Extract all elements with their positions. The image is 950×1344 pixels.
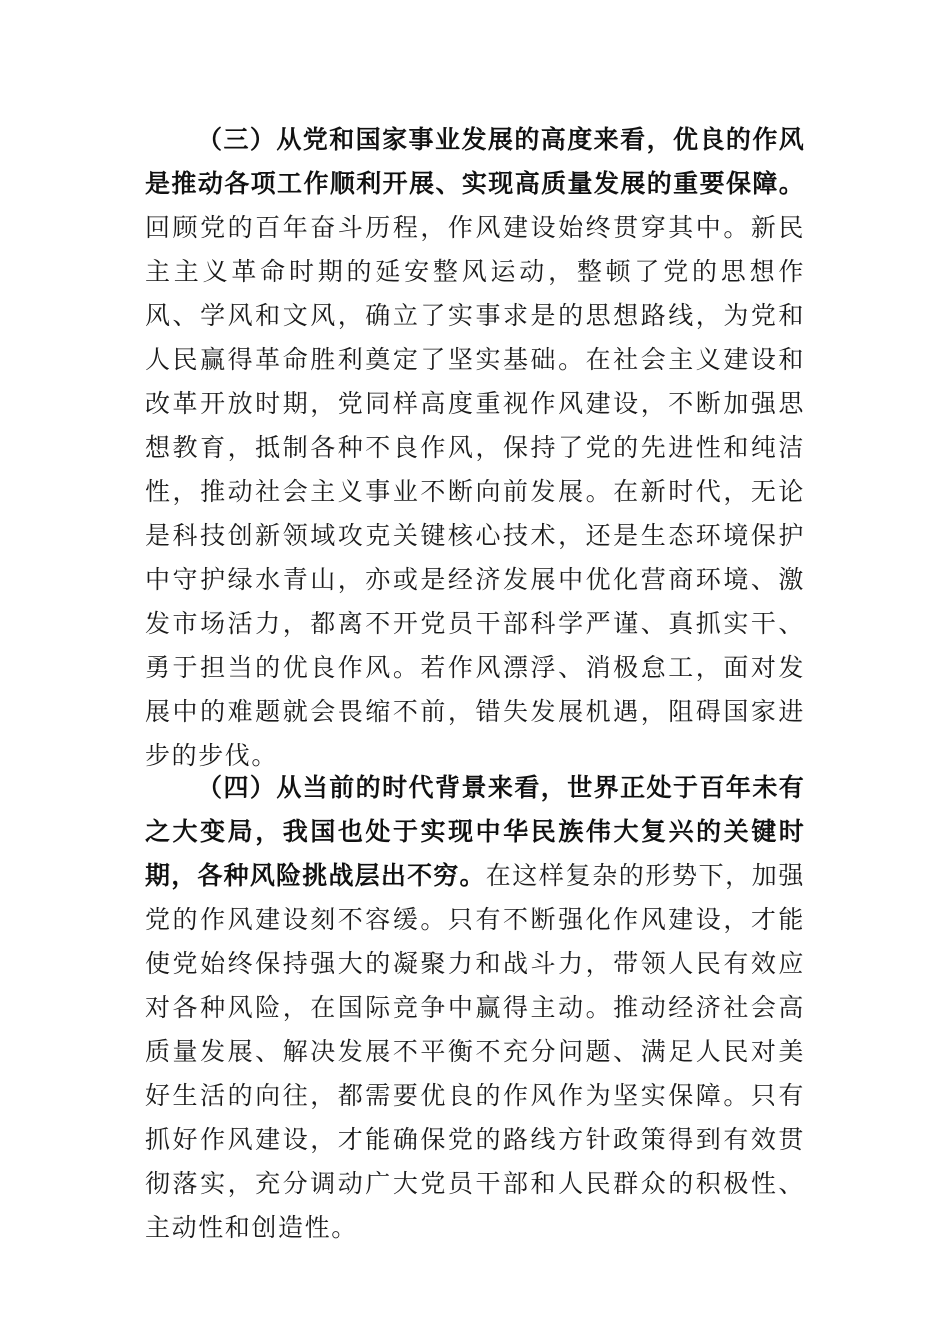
section-4-body: 在这样复杂的形势下，加强党的作风建设刻不容缓。只有不断强化作风建设，才能使党始终保持强大的凝聚力和战斗力，带领人民有效应对各种风险，在国际竞争中赢得主动。推动经济社会高质量发展、解决发展不平衡不充分问题、满足人民对美好生活的向往，都需要优良的作风作为坚实保障。只有抓好作风建设，才能确保党的路线方针政策得到有效贯彻落实，充分调动广大党员干部和人民群众的积极性、主动性和创造性。 <box>145 861 805 1242</box>
section-3-body: 回顾党的百年奋斗历程，作风建设始终贯穿其中。新民主主义革命时期的延安整风运动，整顿了党的思想作风、学风和文风，确立了实事求是的思想路线，为党和人民赢得革命胜利奠定了坚实基础。在社会主义建设和改革开放时期，党同样高度重视作风建设，不断加强思想教育，抵制各种不良作风，保持了党的先进性和纯洁性，推动社会主义事业不断向前发展。在新时代，无论是科技创新领域攻克关键核心技术，还是生态环境保护中守护绿水青山，亦或是经济发展中优化营商环境、激发市场活力，都离不开党员干部科学严谨、真抓实干、勇于担当的优良作风。若作风漂浮、消极怠工，面对发展中的难题就会畏缩不前，错失发展机遇，阻碍国家进步的步伐。 <box>145 213 805 770</box>
paragraph-section-3 <box>145 118 805 778</box>
section-4-heading: （四）从当前的时代背景来看，世界正处于百年未有之大变局，我国也处于实现中华民族伟大复兴的关键时期，各种风险挑战层出不穷。 <box>145 773 805 890</box>
section-3-heading: （三）从党和国家事业发展的高度来看，优良的作风是推动各项工作顺利开展、实现高质量发展的重要保障。 <box>145 125 805 198</box>
paragraph-section-4 <box>145 766 805 1250</box>
